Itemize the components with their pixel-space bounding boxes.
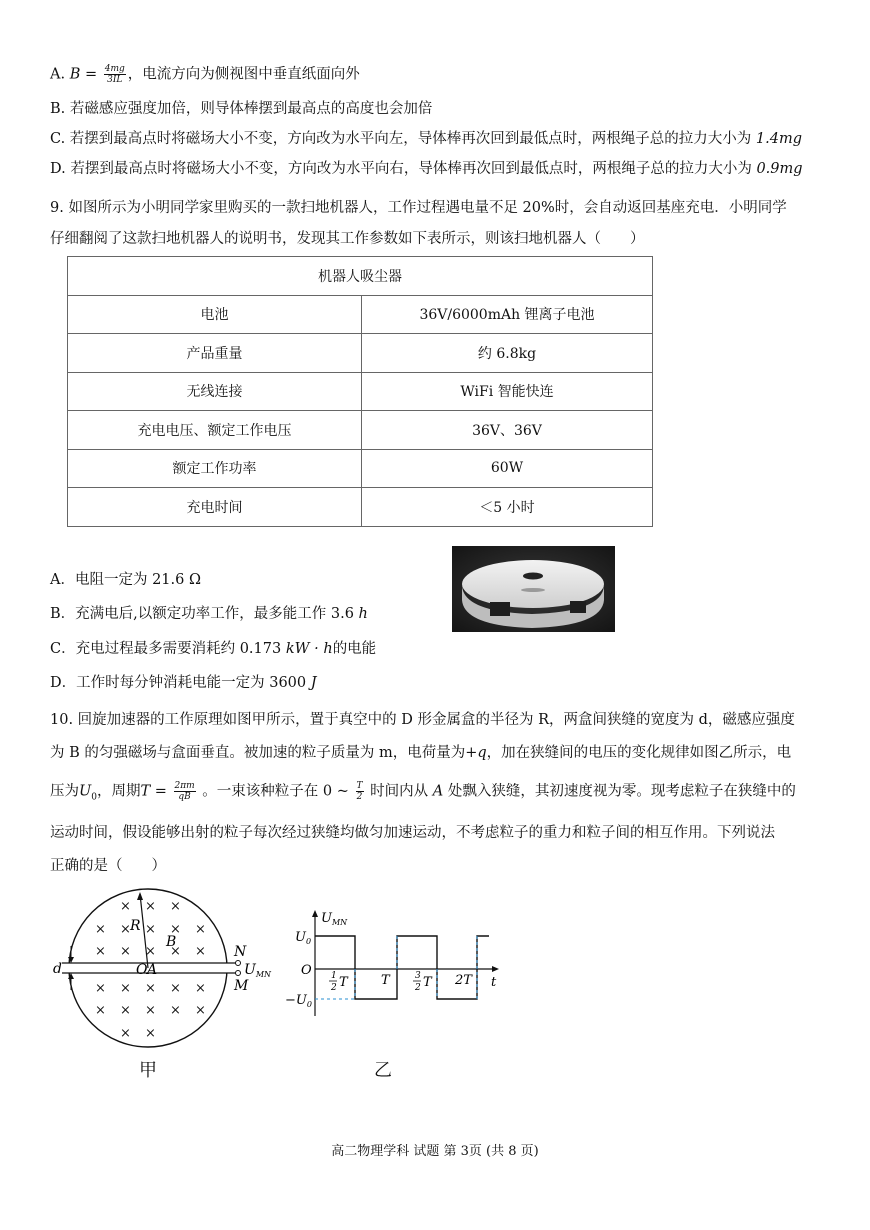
field-cross-mark: × (120, 922, 131, 937)
three-half-den: 2 (415, 983, 421, 993)
half-t-num: 1 (331, 971, 337, 981)
q9-option-a: A．电阻一定为 21.6 Ω (50, 572, 202, 588)
q9-option-c: C．充电过程最多需要消耗约 0.173 kW · h的电能 (50, 641, 377, 657)
field-cross-mark: × (195, 981, 206, 996)
robot-vacuum-photo (452, 546, 615, 632)
figure-caption-yi: 乙 (374, 1060, 392, 1081)
field-cross-mark: × (170, 944, 181, 959)
plate-n-label: N (234, 944, 247, 960)
field-cross-mark: × (145, 981, 156, 996)
field-cross-mark: × (145, 944, 156, 959)
q10-stem-line3: 压为$U_0$，周期T = $\frac{2\pi m}{qB}$ 。一束该种粒子在 0 ~ $\frac{T}{2}$ 时间内从 A 处飘入狭缝，其初速度视为零。现考虑粒子在狭缝中的 (50, 781, 796, 803)
field-label: B (166, 934, 177, 950)
q10-stem-line4: 运动时间，假设能够出射的粒子每次经过狭缝均做匀加速运动，不考虑粒子的重力和粒子间的相互作用。下列说法 (50, 825, 775, 841)
field-cross-mark: × (95, 922, 106, 937)
table-cell-label: 充电电压、额定工作电压 (68, 411, 362, 450)
q9-option-b: B．充满电后,以额定功率工作，最多能工作 3.6 h (50, 606, 368, 622)
field-cross-mark: × (145, 1026, 156, 1041)
table-row (68, 411, 653, 450)
field-cross-mark: × (170, 981, 181, 996)
field-cross-mark: × (170, 899, 181, 914)
table-row (68, 488, 653, 527)
center-o-label: O (136, 962, 148, 978)
voltage-label: $U_{MN}$ (244, 962, 272, 979)
three-half-t-label: T (423, 975, 432, 990)
field-cross-mark: × (120, 981, 131, 996)
field-cross-mark: × (195, 1003, 206, 1018)
q8-option-a: A. B = $\frac{4mg}{3IL}$ ，电流方向为侧视图中垂直纸面向外 (50, 64, 360, 85)
x-axis-label: t (491, 975, 497, 990)
q10-stem-line2: 为 B 的匀强磁场与盒面垂直。被加速的粒子质量为 m，电荷量为+q，加在狭缝间的电压的变化规律如图乙所示，电 (50, 745, 792, 761)
half-t-den: 2 (331, 983, 337, 993)
q10-stem-line1: 10. 回旋加速器的工作原理如图甲所示，置于真空中的 D 形金属盒的半径为 R，两盒间狭缝的宽度为 d，磁感应强度 (50, 712, 795, 728)
field-cross-mark: × (120, 1003, 131, 1018)
table-cell-label: 无线连接 (68, 372, 362, 411)
plate-m-label: M (234, 978, 249, 994)
table-cell-value: 36V/6000mAh 锂离子电池 (362, 295, 653, 334)
q9-option-d: D．工作时每分钟消耗电能一定为 3600 J (50, 675, 317, 691)
field-cross-mark: × (120, 944, 131, 959)
field-cross-mark: × (145, 1003, 156, 1018)
q10-stem-line5: 正确的是（ ） (50, 858, 166, 874)
q8-option-b: B. 若磁感应强度加倍，则导体棒摆到最高点的高度也会加倍 (50, 101, 433, 117)
q8-option-c: C. 若摆到最高点时将磁场大小不变，方向改为水平向左，导体棒再次回到最低点时，两根绳子总的拉力大小为 1.4mg (50, 131, 802, 147)
q9-stem-line1: 9. 如图所示为小明同学家里购买的一款扫地机器人，工作过程遇电量不足 20%时，会自动返回基座充电．小明同学 (50, 200, 787, 216)
y-axis-label: $U_{MN}$ (321, 911, 348, 927)
q8-option-d: D. 若摆到最高点时将磁场大小不变，方向改为水平向右，导体棒再次回到最低点时，两根绳子总的拉力大小为 0.9mg (50, 161, 803, 177)
point-a-label: A (147, 962, 158, 978)
q9-stem-line2: 仔细翻阅了这款扫地机器人的说明书，发现其工作参数如下表所示，则该扫地机器人（ ） (50, 231, 645, 247)
table-cell-label: 额定工作功率 (68, 449, 362, 488)
table-cell-value: 60W (362, 449, 653, 488)
neg-u0-tick-label: $-U_0$ (285, 993, 312, 1009)
field-cross-mark: × (120, 1026, 131, 1041)
gap-width-label: d (53, 961, 62, 977)
three-half-num: 3 (415, 971, 421, 981)
field-cross-mark: × (195, 922, 206, 937)
field-cross-mark: × (145, 899, 156, 914)
two-t-tick-label: 2T (455, 973, 472, 988)
field-cross-mark: × (145, 922, 156, 937)
field-cross-mark: × (170, 922, 181, 937)
table-row (68, 334, 653, 373)
table-row (68, 295, 653, 334)
field-cross-mark: × (95, 981, 106, 996)
t-tick-label: T (381, 973, 390, 988)
field-cross-mark: × (120, 899, 131, 914)
radius-label: R (130, 918, 141, 934)
field-cross-mark: × (95, 944, 106, 959)
figure-caption-jia: 甲 (139, 1060, 157, 1081)
table-cell-label: 电池 (68, 295, 362, 334)
table-row (68, 257, 653, 296)
u0-tick-label: $U_0$ (295, 930, 312, 946)
field-cross-mark: × (170, 1003, 181, 1018)
page-footer: 高二物理学科 试题 第 3页 (共 8 页) (331, 1144, 539, 1159)
voltage-waveform-graph (283, 906, 508, 1021)
spec-table (67, 256, 653, 527)
cyclotron-diagram (48, 888, 280, 1058)
table-row (68, 372, 653, 411)
table-cell-label: 产品重量 (68, 334, 362, 373)
table-row (68, 449, 653, 488)
half-t-label: T (339, 975, 348, 990)
origin-label: O (301, 963, 312, 978)
table-cell-value: 36V、36V (362, 411, 653, 450)
table-cell-value: WiFi 智能快连 (362, 372, 653, 411)
field-cross-mark: × (195, 944, 206, 959)
table-cell-value: 约 6.8kg (362, 334, 653, 373)
table-cell-label: 充电时间 (68, 488, 362, 527)
table-cell-value: ＜5 小时 (362, 488, 653, 527)
field-cross-mark: × (95, 1003, 106, 1018)
table-title: 机器人吸尘器 (68, 257, 653, 296)
